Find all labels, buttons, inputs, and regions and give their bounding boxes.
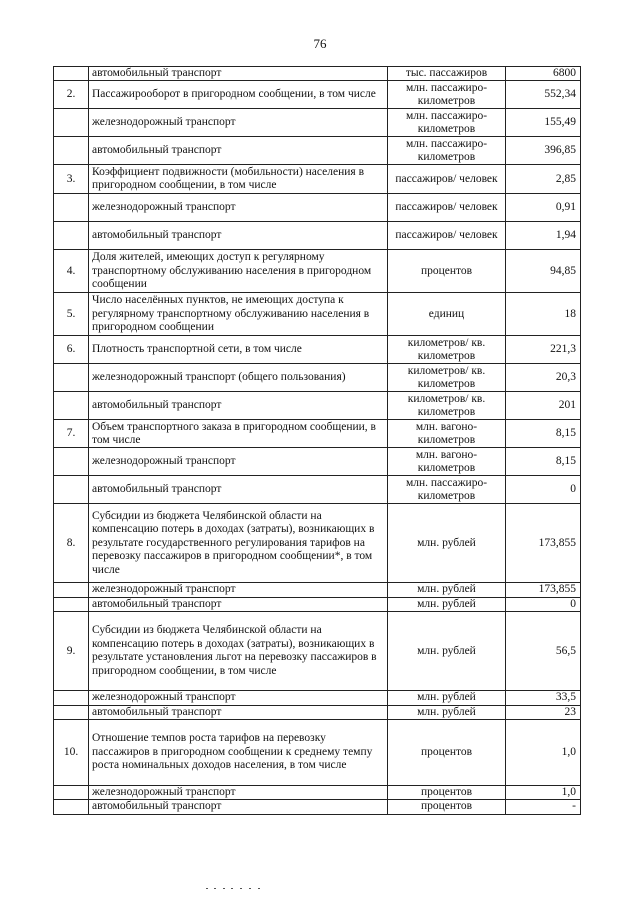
row-value: 155,49 bbox=[506, 109, 581, 137]
row-description: Плотность транспортной сети, в том числе bbox=[89, 336, 388, 364]
row-value: 1,0 bbox=[506, 720, 581, 786]
row-number: 5. bbox=[54, 293, 89, 336]
table-row bbox=[54, 165, 581, 194]
row-value: 33,5 bbox=[506, 691, 581, 705]
row-description: железнодорожный транспорт bbox=[89, 109, 388, 137]
row-description: автомобильный транспорт bbox=[89, 597, 388, 611]
row-unit: процентов bbox=[388, 250, 506, 293]
row-unit: млн. пассажиро-километров bbox=[388, 137, 506, 165]
table-row bbox=[54, 194, 581, 222]
row-unit: километров/ кв. километров bbox=[388, 336, 506, 364]
row-description: Коэффициент подвижности (мобильности) населения в пригородном сообщении, в том числе bbox=[89, 165, 388, 194]
row-number bbox=[54, 194, 89, 222]
row-value: 1,94 bbox=[506, 222, 581, 250]
row-number: 2. bbox=[54, 81, 89, 109]
table-row bbox=[54, 392, 581, 420]
row-unit: процентов bbox=[388, 720, 506, 786]
row-value: 8,15 bbox=[506, 420, 581, 448]
row-unit: млн. вагоно-километров bbox=[388, 448, 506, 476]
row-number bbox=[54, 597, 89, 611]
row-description: автомобильный транспорт bbox=[89, 67, 388, 81]
row-description: Субсидии из бюджета Челябинской области на компенсацию потерь в доходах (затраты), возникающих в результате установления льгот на перевозку пассажиров в пригородном сообщении, в том числе bbox=[89, 612, 388, 691]
row-value: 0,91 bbox=[506, 194, 581, 222]
row-number bbox=[54, 705, 89, 719]
row-number: 3. bbox=[54, 165, 89, 194]
row-number bbox=[54, 786, 89, 800]
row-unit: тыс. пассажиров bbox=[388, 67, 506, 81]
row-number bbox=[54, 109, 89, 137]
row-unit: процентов bbox=[388, 800, 506, 814]
row-unit: млн. рублей bbox=[388, 705, 506, 719]
row-value: 8,15 bbox=[506, 448, 581, 476]
row-description: автомобильный транспорт bbox=[89, 222, 388, 250]
table-row bbox=[54, 705, 581, 719]
table-row bbox=[54, 691, 581, 705]
row-description: железнодорожный транспорт bbox=[89, 448, 388, 476]
row-unit: млн. рублей bbox=[388, 612, 506, 691]
row-value: 1,0 bbox=[506, 786, 581, 800]
table-row bbox=[54, 137, 581, 165]
table-row bbox=[54, 597, 581, 611]
row-number: 9. bbox=[54, 612, 89, 691]
table-row bbox=[54, 109, 581, 137]
row-unit: млн. рублей bbox=[388, 504, 506, 583]
row-value: 201 bbox=[506, 392, 581, 420]
table-row bbox=[54, 336, 581, 364]
row-value: 173,855 bbox=[506, 504, 581, 583]
row-value: 0 bbox=[506, 597, 581, 611]
row-value: 56,5 bbox=[506, 612, 581, 691]
indicators-table bbox=[53, 66, 581, 815]
row-unit: километров/ кв. километров bbox=[388, 364, 506, 392]
table-row bbox=[54, 293, 581, 336]
row-description: Субсидии из бюджета Челябинской области на компенсацию потерь в доходах (затраты), возникающих в результате государственного регулирования тарифов на перевозку пассажиров в пригородном сообщении*, в том числе bbox=[89, 504, 388, 583]
scan-edge-marks bbox=[0, 886, 640, 892]
table-row bbox=[54, 476, 581, 504]
table-row bbox=[54, 222, 581, 250]
table-row bbox=[54, 612, 581, 691]
row-description: Пассажирооборот в пригородном сообщении, в том числе bbox=[89, 81, 388, 109]
row-number: 4. bbox=[54, 250, 89, 293]
table-row bbox=[54, 364, 581, 392]
row-number bbox=[54, 137, 89, 165]
row-value: 396,85 bbox=[506, 137, 581, 165]
table-row bbox=[54, 67, 581, 81]
row-unit: млн. пассажиро-километров bbox=[388, 476, 506, 504]
row-description: железнодорожный транспорт bbox=[89, 583, 388, 597]
row-number bbox=[54, 222, 89, 250]
row-description: железнодорожный транспорт (общего пользования) bbox=[89, 364, 388, 392]
row-value: 221,3 bbox=[506, 336, 581, 364]
row-description: Число населённых пунктов, не имеющих доступа к регулярному транспортному обслуживанию населения в пригородном сообщении bbox=[89, 293, 388, 336]
row-unit: млн. вагоно-километров bbox=[388, 420, 506, 448]
row-number bbox=[54, 476, 89, 504]
row-description: Отношение темпов роста тарифов на перевозку пассажиров в пригородном сообщении к среднему темпу роста номинальных доходов населения, в том числе bbox=[89, 720, 388, 786]
row-number bbox=[54, 691, 89, 705]
row-number bbox=[54, 392, 89, 420]
table-row bbox=[54, 720, 581, 786]
page-number: 76 bbox=[313, 36, 327, 51]
row-value: 6800 bbox=[506, 67, 581, 81]
row-value: - bbox=[506, 800, 581, 814]
row-number: 7. bbox=[54, 420, 89, 448]
row-value: 20,3 bbox=[506, 364, 581, 392]
row-number: 10. bbox=[54, 720, 89, 786]
row-description: железнодорожный транспорт bbox=[89, 786, 388, 800]
row-unit: млн. пассажиро-километров bbox=[388, 81, 506, 109]
table-row bbox=[54, 583, 581, 597]
row-value: 552,34 bbox=[506, 81, 581, 109]
row-description: Доля жителей, имеющих доступ к регулярному транспортному обслуживанию населения в пригородном сообщении bbox=[89, 250, 388, 293]
row-value: 94,85 bbox=[506, 250, 581, 293]
row-number: 6. bbox=[54, 336, 89, 364]
row-unit: километров/ кв. километров bbox=[388, 392, 506, 420]
row-description: автомобильный транспорт bbox=[89, 476, 388, 504]
row-value: 23 bbox=[506, 705, 581, 719]
table-row bbox=[54, 448, 581, 476]
table-row bbox=[54, 800, 581, 814]
row-description: автомобильный транспорт bbox=[89, 137, 388, 165]
row-unit: пассажиров/ человек bbox=[388, 165, 506, 194]
row-description: автомобильный транспорт bbox=[89, 800, 388, 814]
indicators-table-body bbox=[54, 67, 581, 815]
row-unit: млн. рублей bbox=[388, 691, 506, 705]
row-description: автомобильный транспорт bbox=[89, 392, 388, 420]
row-value: 2,85 bbox=[506, 165, 581, 194]
table-row bbox=[54, 504, 581, 583]
row-number: 8. bbox=[54, 504, 89, 583]
row-description: железнодорожный транспорт bbox=[89, 194, 388, 222]
row-number bbox=[54, 583, 89, 597]
table-row bbox=[54, 81, 581, 109]
row-number bbox=[54, 448, 89, 476]
row-number bbox=[54, 800, 89, 814]
row-unit: процентов bbox=[388, 786, 506, 800]
table-row bbox=[54, 786, 581, 800]
row-value: 18 bbox=[506, 293, 581, 336]
row-unit: единиц bbox=[388, 293, 506, 336]
row-unit: млн. рублей bbox=[388, 583, 506, 597]
table-row bbox=[54, 420, 581, 448]
row-number bbox=[54, 364, 89, 392]
row-unit: пассажиров/ человек bbox=[388, 222, 506, 250]
row-description: автомобильный транспорт bbox=[89, 705, 388, 719]
row-value: 173,855 bbox=[506, 583, 581, 597]
row-number bbox=[54, 67, 89, 81]
row-description: Объем транспортного заказа в пригородном сообщении, в том числе bbox=[89, 420, 388, 448]
table-row bbox=[54, 250, 581, 293]
row-unit: пассажиров/ человек bbox=[388, 194, 506, 222]
row-value: 0 bbox=[506, 476, 581, 504]
row-description: железнодорожный транспорт bbox=[89, 691, 388, 705]
row-unit: млн. пассажиро-километров bbox=[388, 109, 506, 137]
row-unit: млн. рублей bbox=[388, 597, 506, 611]
